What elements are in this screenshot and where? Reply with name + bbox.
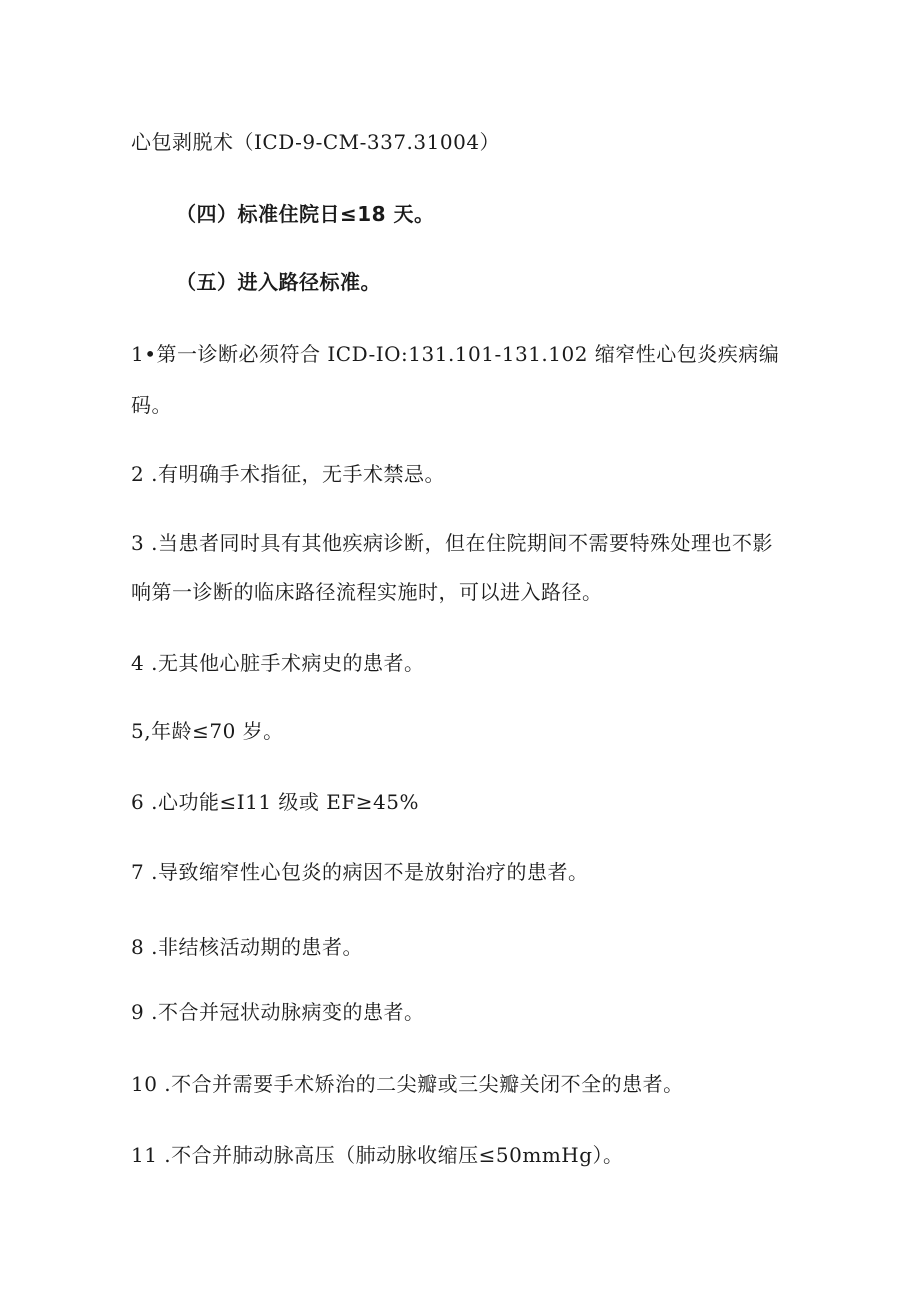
procedure-line: 心包剥脱术（ICD-9-CM-337.31004） — [131, 130, 501, 154]
criteria-item-5: 5,年龄≤70 岁。 — [131, 719, 284, 743]
criteria-item-1-line-1: 1•第一诊断必须符合 ICD-IO:131.101-131.102 缩窄性心包炎疾病编 — [131, 342, 780, 366]
criteria-item-7: 7 .导致缩窄性心包炎的病因不是放射治疗的患者。 — [131, 860, 589, 884]
criteria-item-1-line-2: 码。 — [131, 393, 172, 417]
criteria-item-4: 4 .无其他心脏手术病史的患者。 — [131, 651, 425, 675]
criteria-item-8: 8 .非结核活动期的患者。 — [131, 935, 363, 959]
section-4-heading: （四）标准住院日≤18 天。 — [176, 202, 435, 226]
criteria-item-10: 10 .不合并需要手术矫治的二尖瓣或三尖瓣关闭不全的患者。 — [131, 1072, 684, 1096]
criteria-item-3-line-2: 响第一诊断的临床路径流程实施时，可以进入路径。 — [131, 580, 603, 604]
section-5-heading: （五）进入路径标准。 — [176, 270, 381, 294]
criteria-item-3-line-1: 3 .当患者同时具有其他疾病诊断，但在住院期间不需要特殊处理也不影 — [131, 531, 773, 555]
criteria-item-6: 6 .心功能≤I11 级或 EF≥45% — [131, 790, 419, 814]
criteria-item-11: 11 .不合并肺动脉高压（肺动脉收缩压≤50mmHg）。 — [131, 1143, 624, 1167]
criteria-item-2: 2 .有明确手术指征，无手术禁忌。 — [131, 462, 445, 486]
criteria-item-9: 9 .不合并冠状动脉病变的患者。 — [131, 1000, 425, 1024]
